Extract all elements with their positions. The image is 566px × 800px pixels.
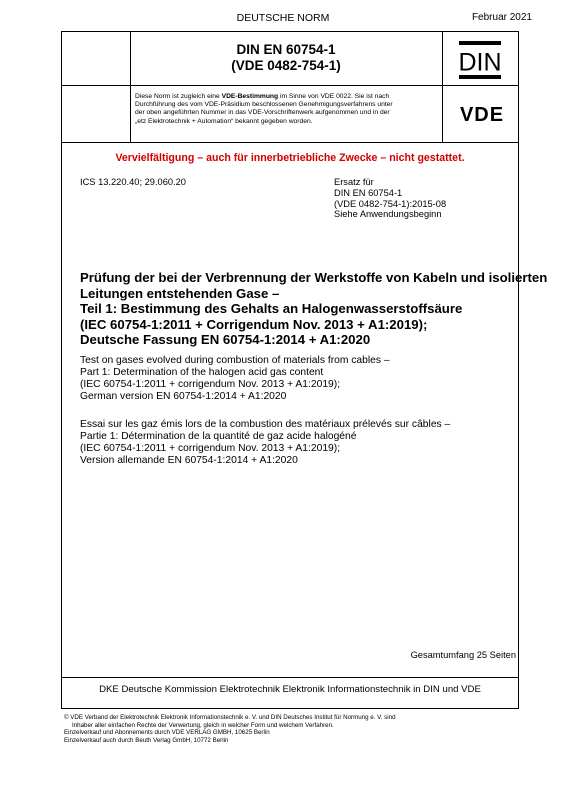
dke-line: DKE Deutsche Kommission Elektrotechnik Elektronik Informationstechnik in DIN und VDE [99, 684, 481, 695]
page-count: Gesamtumfang 25 Seiten [410, 650, 516, 660]
title-line: Version allemande EN 60754-1:2014 + A1:2020 [80, 455, 298, 466]
title-line: Essai sur les gaz émis lors de la combustion des matériaux prélevés sur câbles – [80, 419, 451, 430]
title-line: Leitungen entstehenden Gase – [80, 285, 280, 301]
title-french [80, 419, 518, 467]
title-line: Deutsche Fassung EN 60754-1:2014 + A1:2020 [80, 332, 371, 348]
title-german [80, 270, 548, 348]
footer-line: Einzelverkauf und Abonnements durch VDE VERLAG GMBH, 10625 Berlin [64, 729, 270, 737]
title-english [80, 355, 510, 403]
notice-prefix: Diese Norm ist zugleich eine [135, 93, 222, 100]
title-line: German version EN 60754-1:2014 + A1:2020 [80, 391, 287, 402]
notice-line: der oben angeführten Nummer in das VDE-Vorschriftenwerk aufgenommen und in der [135, 109, 390, 117]
din-logo-text: DIN [458, 48, 502, 77]
replacement-line: Siehe Anwendungsbeginn [334, 209, 442, 220]
footer-line: Einzelverkauf auch durch Beuth Verlag GmbH, 10772 Berlin [64, 736, 229, 744]
replacement-line: DIN EN 60754-1 [334, 187, 403, 198]
standard-number: DIN EN 60754-1 [236, 42, 336, 57]
notice-bold: VDE-Bestimmung [221, 93, 279, 100]
document-type-label: DEUTSCHE NORM [236, 12, 330, 24]
title-line: Test on gases evolved during combustion of materials from cables – [80, 355, 390, 366]
footer-line: © VDE Verband der Elektrotechnik Elektronik Informationstechnik e. V. und DIN Deutsches Institut für Normung e. V. sind [64, 714, 396, 721]
divider-bottom [61, 677, 519, 678]
vde-logo-text: VDE [459, 104, 505, 125]
ics-codes: ICS 13.220.40; 29.060.20 [80, 177, 186, 187]
reproduction-warning: Vervielfältigung – auch für innerbetriebliche Zwecke – nicht gestattet. [115, 152, 465, 164]
title-line: Prüfung der bei der Verbrennung der Werkstoffe von Kabeln und isolierten [80, 270, 548, 285]
divider-notice [61, 142, 519, 143]
replacement-info [334, 177, 446, 220]
title-line: Part 1: Determination of the halogen acid gas content [80, 367, 324, 378]
notice-rest: im Sinne von VDE 0022. Sie ist nach [279, 93, 390, 100]
vde-logo [451, 103, 513, 125]
notice-line: Durchführung des vom VDE-Präsidium beschlossenen Genehmigungsverfahrens unter [135, 101, 393, 109]
footer-line: Inhaber aller einfachen Rechte der Verwertung, gleich in welcher Form und welchem Verfahren. [72, 721, 334, 729]
divider-right-col [442, 31, 443, 142]
notice-line: „etz Elektrotechnik + Automation“ bekannt gegeben worden. [135, 117, 313, 125]
replacement-line: (VDE 0482-754-1):2015-08 [334, 198, 447, 209]
title-line: (IEC 60754-1:2011 + Corrigendum Nov. 2013 + A1:2019); [80, 316, 428, 332]
title-line: (IEC 60754-1:2011 + corrigendum Nov. 2013 + A1:2019); [80, 443, 341, 454]
document-number [130, 42, 442, 74]
vde-notice [135, 93, 435, 126]
title-line: Teil 1: Bestimmung des Gehalts an Halogenwasserstoffsäure [80, 301, 463, 317]
replacement-line: Ersatz für [334, 177, 374, 187]
din-logo [458, 40, 502, 80]
copyright-footer [64, 714, 504, 744]
title-line: Partie 1: Détermination de la quantité de gaz acide halogéné [80, 431, 357, 442]
vde-number: (VDE 0482-754-1) [231, 58, 341, 73]
title-line: (IEC 60754-1:2011 + corrigendum Nov. 2013 + A1:2019); [80, 379, 341, 390]
publication-date: Februar 2021 [471, 12, 532, 23]
